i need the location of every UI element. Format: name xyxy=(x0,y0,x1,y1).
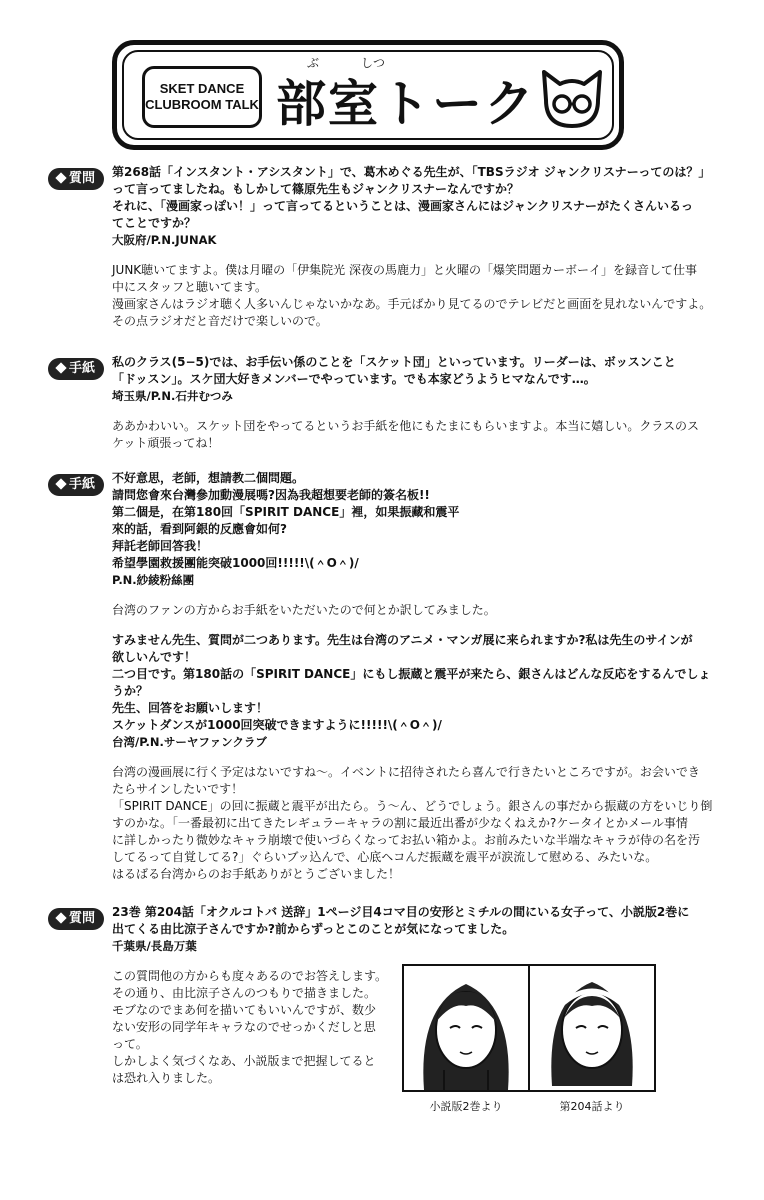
question-line: って言ってましたね。もしかして篠原先生もジャンクリスナーなんですか？ xyxy=(112,182,520,196)
chapter-illustration xyxy=(528,964,656,1092)
diamond-icon xyxy=(55,912,66,923)
question-line: それに、「漫画家っぽい！」って言ってるということは、漫画家さんにはジャンクリスナーがたくさんいるっ xyxy=(112,199,694,213)
ruby-bu: ぶ xyxy=(306,56,319,70)
letter-line: 不好意思，老師，想請教二個問題。 xyxy=(112,471,305,485)
question-tag: 質問 xyxy=(48,168,104,190)
letter-tag: 手紙 xyxy=(48,474,104,496)
sender: P.N.紗綾粉絲團 xyxy=(112,573,195,587)
question-line: 第268話「インスタント・アシスタント」で、葛木めぐる先生が、「TBSラジオ ジャンクリスナーってのは？」 xyxy=(112,165,711,179)
answer-line: 台湾のファンの方からお手紙をいただいたので何とか訳してみました。 xyxy=(112,603,496,617)
badge-line-1: SKET DANCE xyxy=(159,81,245,96)
girl-portrait-icon xyxy=(530,966,654,1090)
letter-line: 請問您會來台灣參加動漫展嗎?因為我超想要老師的簽名板!! xyxy=(112,488,430,502)
letter-line: 第二個是，在第180回「SPIRIT DANCE」裡，如果振藏和震平 xyxy=(112,505,460,519)
badge-line-2: CLUBROOM TALK xyxy=(145,97,259,112)
translation-block xyxy=(112,632,720,751)
qa-section-3 xyxy=(48,470,720,883)
answer-line: って。 xyxy=(112,1037,148,1051)
answer-line: ケット頑張ってね！ xyxy=(112,436,220,450)
answer-line: はるばる台湾からのお手紙ありがとうございました！ xyxy=(112,867,401,881)
answer-block xyxy=(112,968,402,1087)
answer-line: 「SPIRIT DANCE」の回に振蔵と震平が出たら。う〜ん、どうでしょう。銀さんの事だから振蔵の方をいじり倒 xyxy=(112,799,713,813)
answer-line: その点ラジオだと音だけで楽しいので。 xyxy=(112,314,328,328)
answer-block xyxy=(112,764,720,883)
sender: 千葉県/長島万葉 xyxy=(112,939,197,953)
letter-line: 私のクラス(5−5)では、お手伝い係のことを「スケット団」といっています。リーダーは、ボッスンこと xyxy=(112,355,676,369)
answer-line: モブなのでまあ何を描いてもいいんですが、数少 xyxy=(112,1003,377,1017)
question-line: 23巻 第204話「オクルコトバ 送辞」1ページ目4コマ目の安形とミチルの間にいる女子って、小説版2巻に xyxy=(112,905,690,919)
translation-line: 欲しいんです！ xyxy=(112,650,197,664)
diamond-icon xyxy=(55,478,66,489)
chapter-caption: 第204話より xyxy=(559,1100,625,1113)
translation-sender: 台湾/P.N.サーヤファンクラブ xyxy=(112,735,267,749)
answer-line: してるって自覚してる?」ぐらいブッ込んで、心底ヘコんだ振蔵を震平が涙流して慰める、みたいな。 xyxy=(112,850,658,864)
diamond-icon xyxy=(55,362,66,373)
answer-line: に詳しかったり微妙なキャラ崩壊で使いづらくなってお払い箱かよ。お前みたいな半端なキャラが侍の名を汚 xyxy=(112,833,701,847)
translation-line: 二つ目です。第180話の「SPIRIT DANCE」にもし振蔵と震平が来たら、銀さんはどんな反応をするんでしょ xyxy=(112,667,711,681)
answer-intro xyxy=(112,602,720,619)
letter-line: 來的話，看到阿銀的反應會如何? xyxy=(112,522,287,536)
answer-line: JUNK聴いてますよ。僕は月曜の「伊集院光 深夜の馬鹿力」と火曜の「爆笑問題カーボーイ」を録音して仕事 xyxy=(112,263,697,277)
page-title: 部室トーク xyxy=(276,75,536,133)
letter-line: 拜託老師回答我！ xyxy=(112,539,209,553)
sender: 大阪府/P.N.JUNAK xyxy=(112,233,217,247)
answer-line: その通り、由比涼子さんのつもりで描きました。 xyxy=(112,986,377,1000)
diamond-icon xyxy=(55,172,66,183)
question-tag: 質問 xyxy=(48,908,104,930)
translation-line: 先生、回答をお願いします！ xyxy=(112,701,269,715)
ruby-shitsu: しつ xyxy=(360,56,385,70)
letter-tag: 手紙 xyxy=(48,358,104,380)
answer-line: ああかわいい。スケット団をやってるというお手紙を他にもたまにもらいますよ。本当に嬉しい。クラスのス xyxy=(112,419,700,433)
answer-line: この質問他の方からも度々あるのでお答えします。 xyxy=(112,969,388,983)
answer-block xyxy=(112,418,720,452)
header-ruby xyxy=(286,54,406,71)
answer-block xyxy=(112,262,720,330)
qa-section-1 xyxy=(48,164,720,330)
novel-caption: 小説版2巻より xyxy=(429,1100,503,1113)
mascot-icon xyxy=(538,66,606,132)
answer-line: 台湾の漫画展に行く予定はないですね〜。イベントに招待されたら喜んで行きたいところですが。お会いでき xyxy=(112,765,700,779)
question-body xyxy=(112,164,720,330)
girl-portrait-icon xyxy=(404,966,528,1090)
novel-illustration xyxy=(402,964,530,1092)
header-badge xyxy=(142,66,262,128)
translation-line: うか？ xyxy=(112,684,149,698)
translation-line: スケットダンスが1000回突破できますように!!!!!\(＾O＾)/ xyxy=(112,718,442,732)
letter-body xyxy=(112,354,720,452)
question-line: 出てくる由比涼子さんですか?前からずっとこのことが気になってました。 xyxy=(112,922,515,936)
answer-line: たらサインしたいです！ xyxy=(112,782,244,796)
answer-line: しかしよく気づくなあ、小説版まで把握してると xyxy=(112,1054,376,1068)
answer-line: は恐れ入りました。 xyxy=(112,1071,221,1085)
letter-line: 「ドッスン」。スケ団大好きメンバーでやっています。でも本家どうようヒマなんです…。 xyxy=(112,372,596,386)
qa-section-2 xyxy=(48,354,720,452)
answer-line: 中にスタッフと聴いてます。 xyxy=(112,280,268,294)
answer-line: 漫画家さんはラジオ聴く人多いんじゃないかなあ。手元ばかり見てるのでテレビだと画面を見れないんですよ。 xyxy=(112,297,712,311)
letter-body xyxy=(112,470,720,883)
translation-line: すみません先生、質問が二つあります。先生は台湾のアニメ・マンガ展に来られますか?私は先生のサインが xyxy=(112,633,693,647)
question-line: てことですか？ xyxy=(112,216,197,230)
answer-line: ない安形の同学年キャラなのでせっかくだしと思 xyxy=(112,1020,376,1034)
answer-line: すのかな。「一番最初に出てきたレギュラーキャラの割に最近出番が少なくねえか?ケータイとかメール事情 xyxy=(112,816,688,830)
sender: 埼玉県/P.N.石井むつみ xyxy=(112,389,233,403)
letter-line: 希望學園救援團能突破1000回!!!!!\(＾O＾)/ xyxy=(112,556,359,570)
